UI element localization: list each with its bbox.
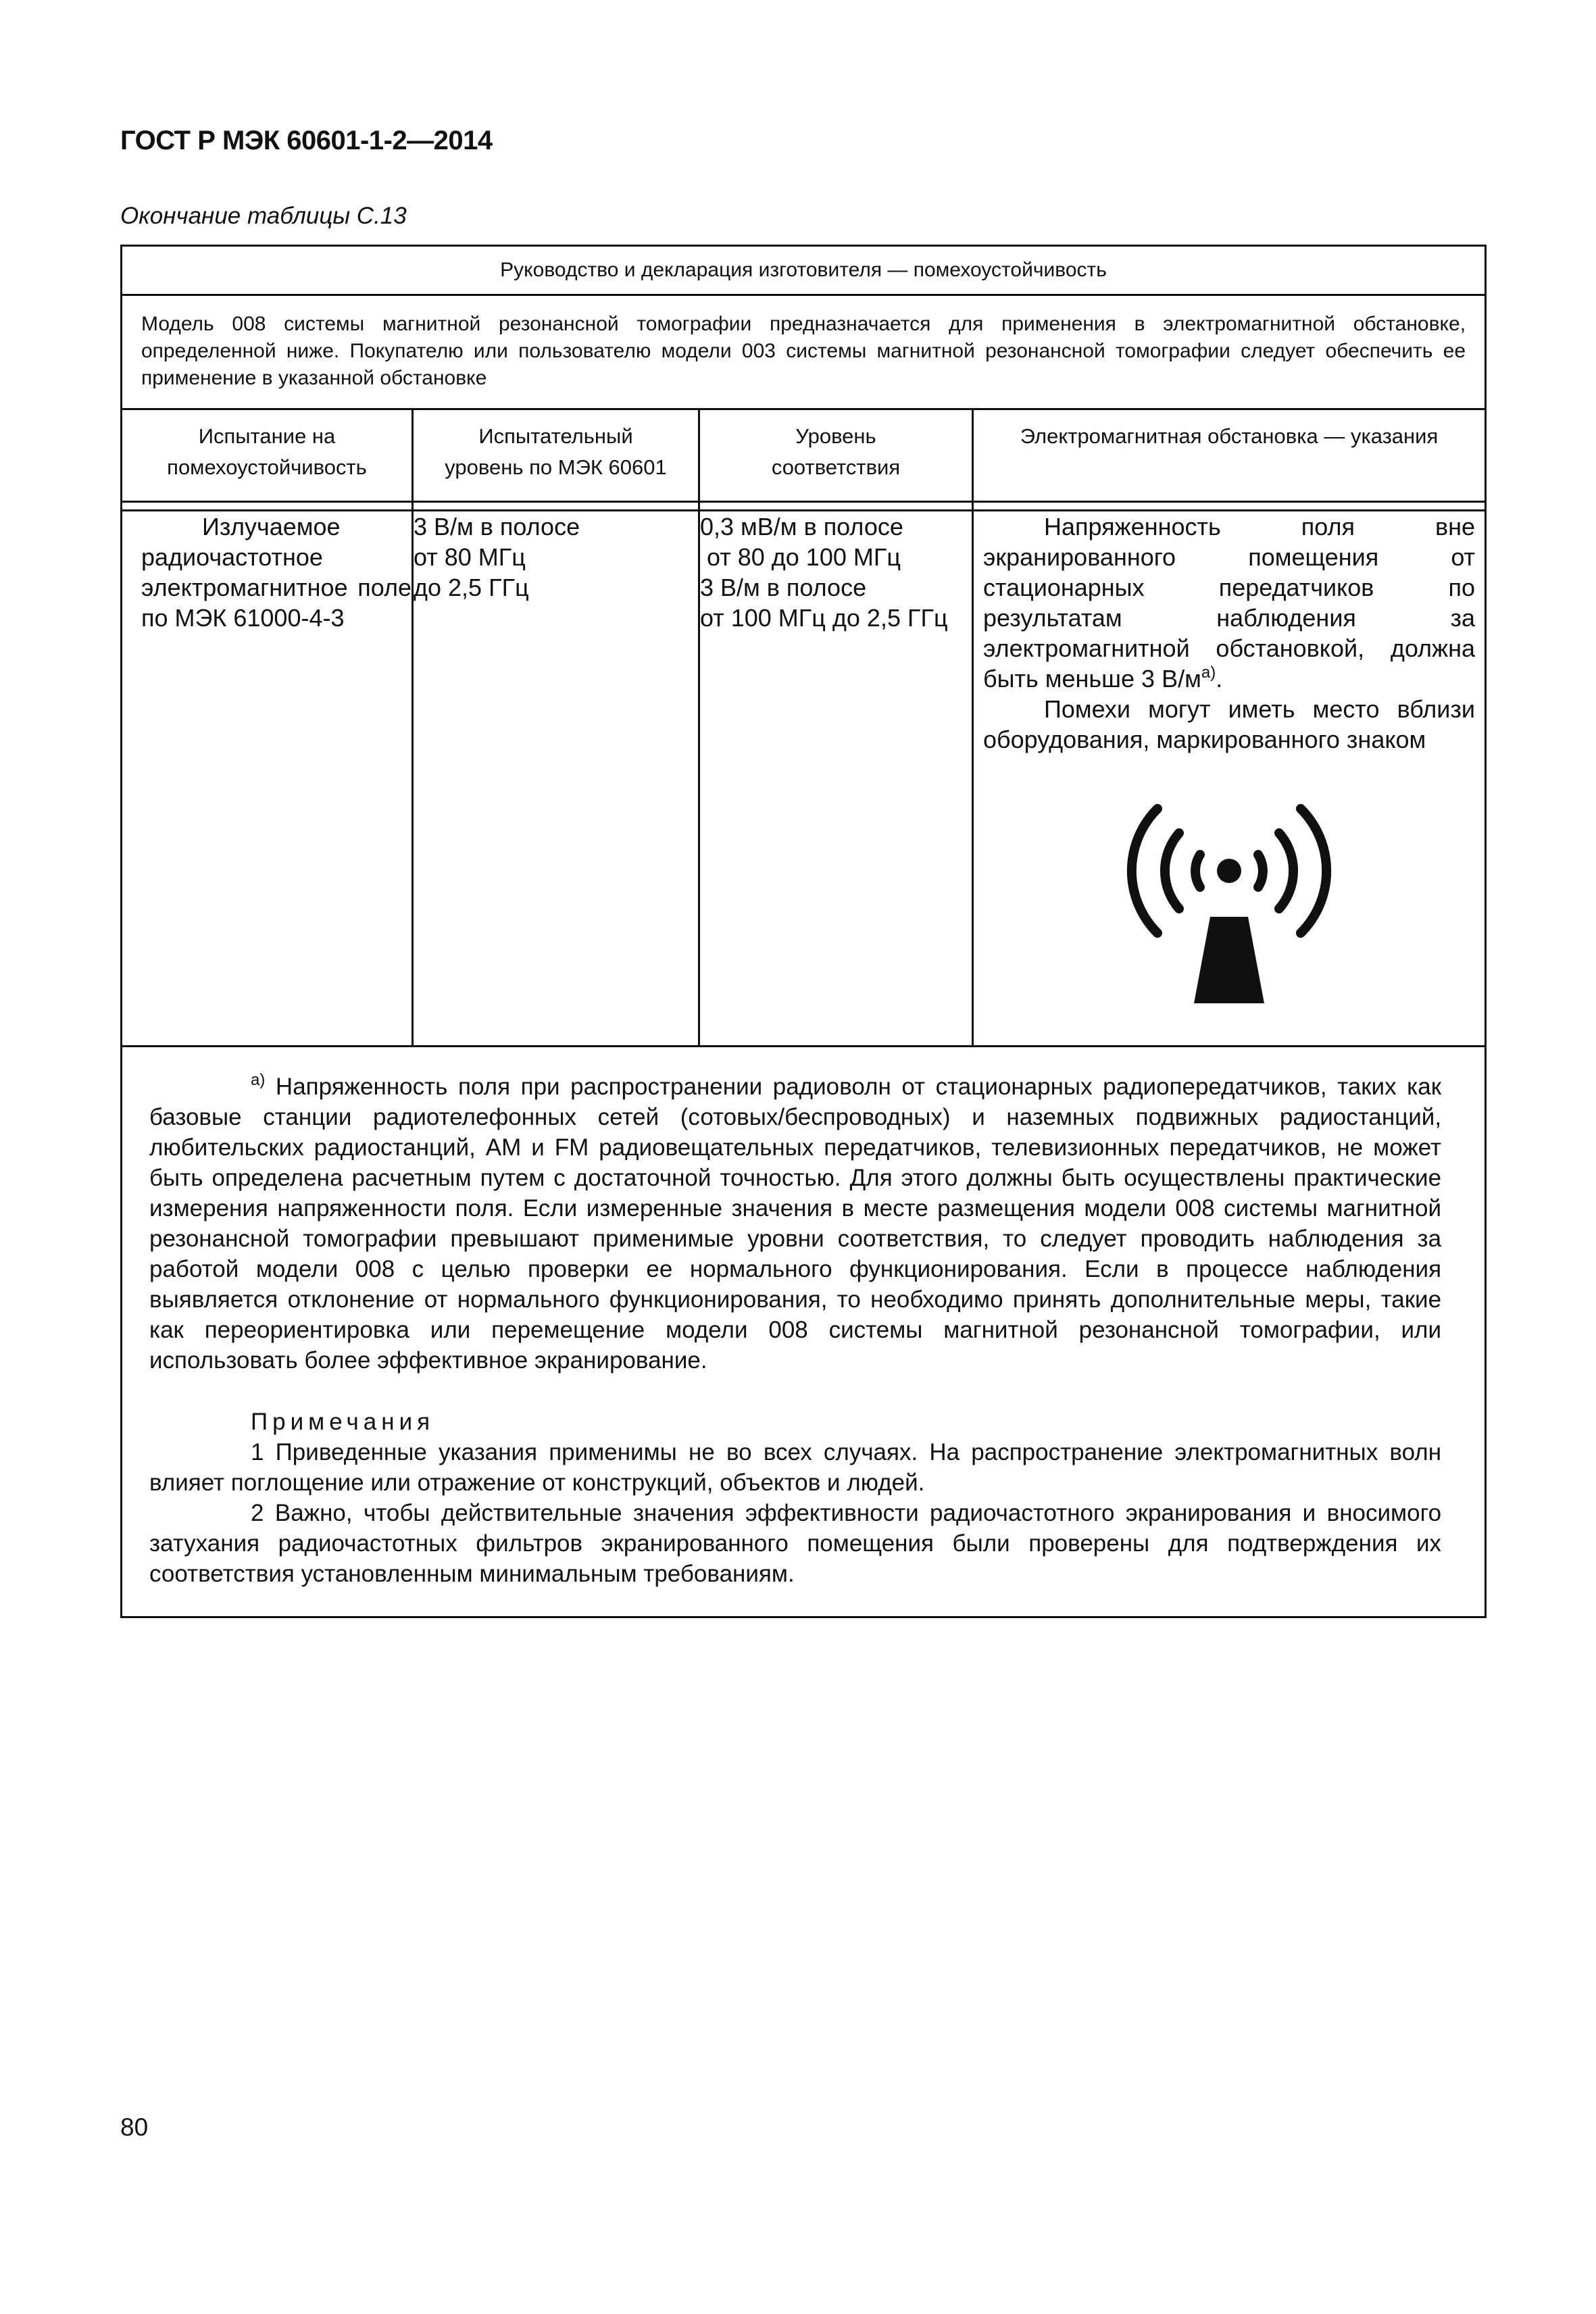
- table-caption: Окончание таблицы С.13: [120, 203, 407, 229]
- test-level-line1: 3 В/м в полосе: [414, 513, 580, 540]
- non-ionizing-radiation-icon: [1114, 788, 1344, 1005]
- guidance-p1-text: Напряженность поля вне экранированного помещения от стационарных передатчиков по результатам наблюдения за электромагнитной обстановкой, должна быть меньше 3 В/м: [983, 513, 1476, 693]
- compliance-line4: от 100 МГц до 2,5 ГГц: [700, 604, 948, 632]
- cell-compliance: [699, 511, 973, 1047]
- table-title: Руководство и декларация изготовителя — помехоустойчивость: [122, 246, 1486, 295]
- guidance-paragraph-1: [983, 511, 1475, 694]
- test-level-line3: до 2,5 ГГц: [414, 574, 529, 601]
- footnotes-cell: [122, 1047, 1486, 1617]
- spacer-cell: [699, 502, 973, 511]
- note-2: 2 Важно, чтобы действительные значения эффективности радиочастотного экранирования и вносимого затухания радиочастотных фильтров экранированного помещения были проверены для подтверждения их соответствия установленным минимальным требованиям.: [149, 1500, 1442, 1587]
- header-guidance-text: Электромагнитная обстановка — указания: [1020, 424, 1439, 448]
- header-test-line2: помехоустойчивость: [167, 455, 367, 479]
- document-id: ГОСТ Р МЭК 60601-1-2—2014: [120, 126, 493, 155]
- header-test-level-line1: Испытательный: [478, 424, 633, 448]
- spacer-cell: [122, 502, 413, 511]
- footnote-text: Напряженность поля при распространении радиоволн от стационарных радиопередатчиков, таких как базовые станции радиотелефонных сетей (сотовых/беспроводных) и наземных подвижных радиостанций, любительских радиостанций, AM и FM радиовещательных передатчиков, телевизионных передатчиков, не может быть определена расчетным путем с достаточной точностью. Для этого должны быть осуществлены практические измерения напряженности поля. Если измеренные значения в месте размещения модели 008 системы магнитной резонансной томографии превышают применимые уровни соответствия, то следует проводить наблюдения за работой модели 008 с целью проверки ее нормального функционирования. Если в процессе наблюдения выявляется отклонение от нормального функционирования, то необходимо принять дополнительные меры, такие как переориентировка или перемещение модели 008 системы магнитной резонансной томографии, или использовать более эффективное экранирование.: [149, 1074, 1442, 1374]
- compliance-line3: 3 В/м в полосе: [700, 574, 867, 601]
- cell-test: [122, 511, 413, 1047]
- compliance-line1: 0,3 мВ/м в полосе: [700, 513, 903, 540]
- header-test-level-line2: уровень по МЭК 60601: [445, 455, 667, 479]
- header-compliance-line2: соответствия: [771, 455, 901, 479]
- notes-title: Примечания: [251, 1409, 435, 1435]
- header-test-line1: Испытание на: [198, 424, 336, 448]
- table-intro: Модель 008 системы магнитной резонансной томографии предназначается для применения в электромагнитной обстановке, определенной ниже. Покупателю или пользователю модели 003 системы магнитной резонансной томографии следует обеспечить ее применение в указанной обстановке: [122, 295, 1486, 409]
- spacer-cell: [413, 502, 699, 511]
- guidance-p1-end: .: [1216, 665, 1223, 693]
- emc-immunity-table: [120, 245, 1487, 1618]
- footnote-marker: а): [251, 1071, 266, 1089]
- header-guidance: [973, 409, 1486, 502]
- cell-guidance: [973, 511, 1486, 1047]
- cell-test-level: [413, 511, 699, 1047]
- footnote-ref: а): [1201, 663, 1216, 682]
- header-compliance: [699, 409, 973, 502]
- test-text: Излучаемое радиочастотное электромагнитное поле по МЭК 61000-4-3: [141, 513, 412, 632]
- symbol-container: [983, 788, 1475, 1011]
- spacer-cell: [973, 502, 1486, 511]
- compliance-line2: от 80 до 100 МГц: [707, 543, 901, 571]
- footnote-a: [149, 1072, 1441, 1376]
- header-test-level: [413, 409, 699, 502]
- test-level-line2: от 80 МГц: [414, 543, 526, 571]
- header-compliance-line1: Уровень: [795, 424, 876, 448]
- guidance-paragraph-2: Помехи могут иметь место вблизи оборудования, маркированного знаком: [983, 695, 1476, 753]
- header-test: [122, 409, 413, 502]
- page-number: 80: [120, 2113, 149, 2141]
- note-1: 1 Приведенные указания применимы не во всех случаях. На распространение электромагнитных волн влияет поглощение или отражение от конструкций, объектов и людей.: [149, 1439, 1442, 1496]
